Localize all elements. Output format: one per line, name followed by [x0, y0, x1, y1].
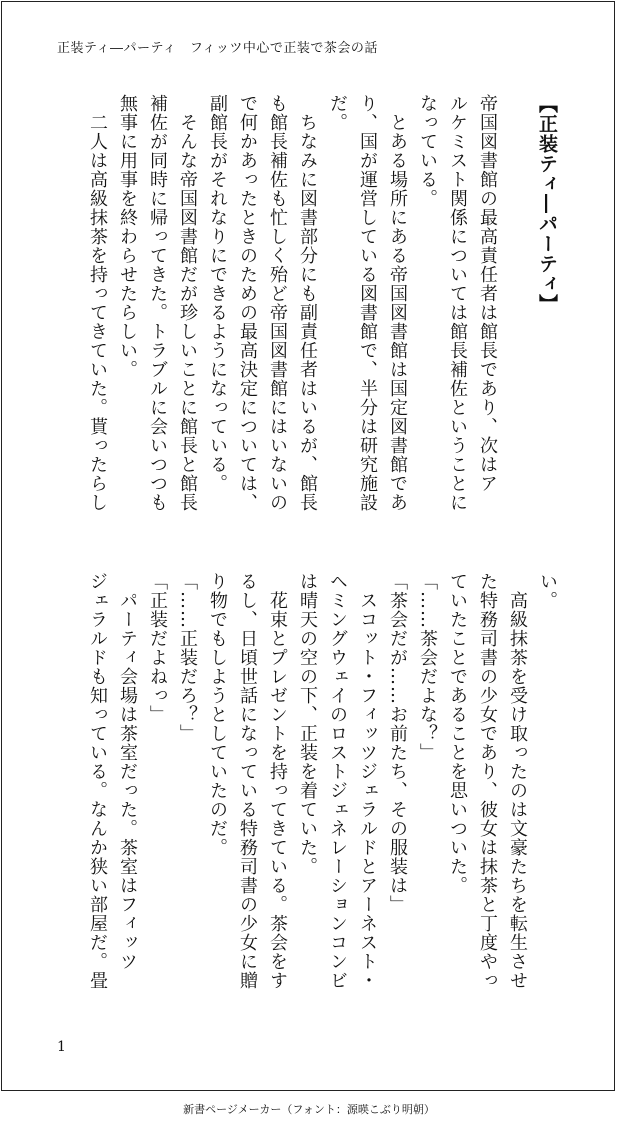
- running-header: 正装ティ―パーティ フィッツ中心で正装で茶会の話: [57, 41, 378, 56]
- text-column: とある場所にある帝国図書館は国定図書館であ: [387, 94, 408, 512]
- text-column: 「……正装だろ？」: [177, 572, 198, 743]
- text-column: 二人は高級抹茶を持ってきていた。貰ったらし: [87, 94, 108, 512]
- page-number: 1: [57, 1039, 66, 1055]
- text-column: 高級抹茶を受け取ったのは文豪たちを転生させ: [507, 572, 528, 990]
- text-column: 花束とプレゼントを持ってきている。茶会をす: [267, 572, 288, 990]
- text-column: 「茶会だが……お前たち、その服装は」: [387, 572, 408, 914]
- text-column: も館長補佐も忙しく殆ど帝国図書館にはいないの: [267, 94, 288, 512]
- text-column: 無事に用事を終わらせたらしい。: [117, 94, 138, 379]
- text-column: だ。: [327, 94, 348, 132]
- text-column: スコット・フィッツジェラルドとアーネスト・: [357, 572, 378, 990]
- text-column: ジェラルドも知っている。なんか狭い部屋だ。畳: [87, 572, 108, 990]
- text-column: 副館長がそれなりにできるようになっている。: [207, 94, 228, 493]
- text-column: パーティ会場は茶室だった。茶室はフィッツ: [117, 572, 138, 971]
- chapter-title: 【正装ティ―パーティ】: [536, 94, 558, 314]
- upper-text-block: [42, 94, 562, 534]
- text-column: 帝国図書館の最高責任者は館長であり、次はア: [477, 94, 498, 493]
- text-column: ヘミングウェイのロストジェネレーションコンビ: [327, 572, 348, 990]
- text-column: 「……茶会だよな？」: [417, 572, 438, 762]
- text-column: るし、日頃世話になっている特務司書の少女に贈: [237, 572, 258, 990]
- text-column: り物でもしようとしていたのだ。: [207, 572, 228, 857]
- text-column: で何かあったときのための最高決定については、: [237, 94, 258, 512]
- text-column: そんな帝国図書館だが珍しいことに館長と館長: [177, 94, 198, 512]
- text-column: 補佐が同時に帰ってきた。トラブルに会いつつも: [147, 94, 168, 512]
- text-column: ルケミスト関係については館長補佐ということに: [447, 94, 468, 512]
- lower-text-block: [42, 572, 562, 1012]
- text-column: 「正装だよねっ」: [147, 572, 168, 724]
- text-column: [502, 94, 532, 534]
- text-column: ちなみに図書部分にも副責任者はいるが、館長: [297, 94, 318, 512]
- text-column: り、国が運営している図書館で、半分は研究施設: [357, 94, 378, 512]
- text-column: い。: [537, 572, 558, 610]
- text-column: なっている。: [417, 94, 438, 208]
- text-column: ていたことであることを思いついた。: [447, 572, 468, 895]
- footer-caption: 新書ページメーカー（フォント：源暎こぶり明朝）: [183, 1103, 435, 1116]
- page-frame: [1, 1, 615, 1091]
- text-column: た特務司書の少女であり、彼女は抹茶と丁度やっ: [477, 572, 498, 990]
- text-column: は晴天の空の下、正装を着ていた。: [297, 572, 318, 876]
